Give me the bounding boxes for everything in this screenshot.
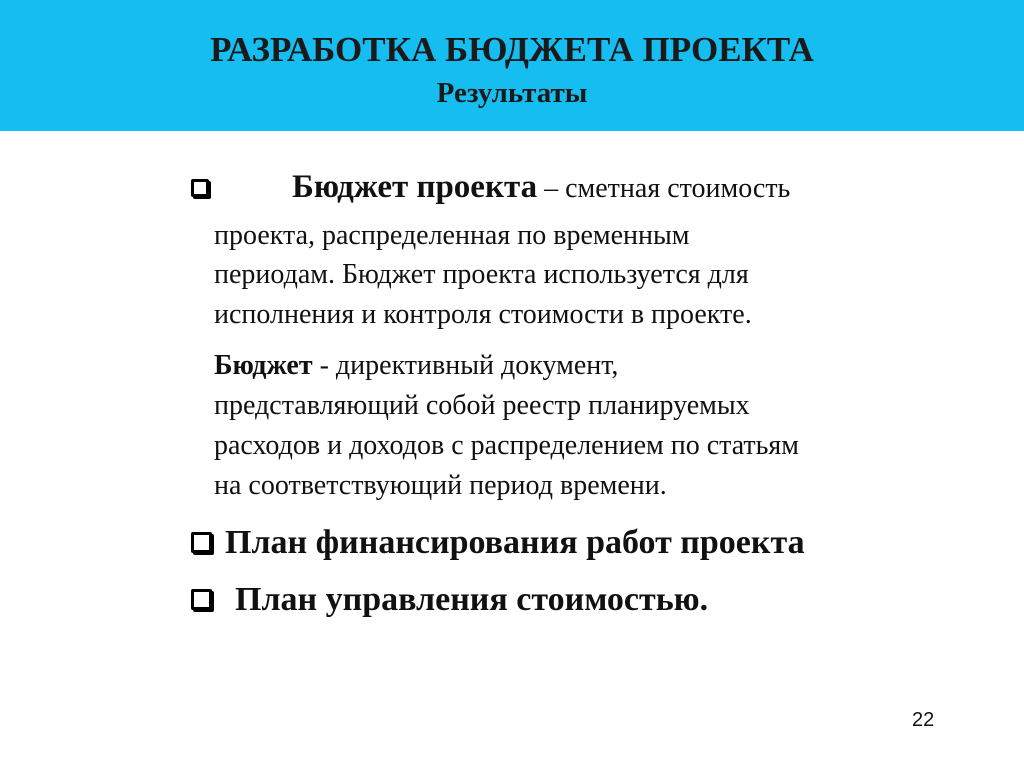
budget-term-2: Бюджет — [214, 350, 313, 381]
page-number: 22 — [912, 709, 935, 731]
checkbox-bullet-icon — [191, 179, 209, 197]
budget-definition-start: – сметная стоимость — [537, 173, 791, 204]
checkbox-bullet-icon — [191, 532, 212, 553]
budget-definition-2-start: - директивный документ, — [312, 350, 619, 381]
bullet-budget-line-2: проекта, распределенная по временным — [214, 220, 690, 251]
budget-definition-line-1 — [214, 347, 618, 385]
financing-plan-item: План финансирования работ проекта — [225, 524, 805, 561]
budget-definition-line-4: на соответствующий период времени. — [214, 470, 667, 501]
bullet-budget-line-3: периодам. Бюджет проекта используется для — [214, 259, 749, 290]
cost-management-plan-item: План управления стоимостью. — [235, 581, 709, 618]
header-banner — [0, 0, 1024, 131]
slide-subtitle: Результаты — [436, 77, 588, 109]
budget-definition-line-2: представляющий собой реестр планируемых — [214, 390, 750, 421]
bullet-budget-line-4: исполнения и контроля стоимости в проекте. — [214, 299, 752, 330]
slide-title: РАЗРАБОТКА БЮДЖЕТА ПРОЕКТА — [210, 30, 814, 69]
budget-term: Бюджет проекта — [292, 169, 538, 205]
checkbox-bullet-icon — [191, 589, 212, 610]
budget-definition-line-3: расходов и доходов с распределением по статьям — [214, 430, 800, 461]
bullet-budget-line-1 — [292, 168, 790, 206]
